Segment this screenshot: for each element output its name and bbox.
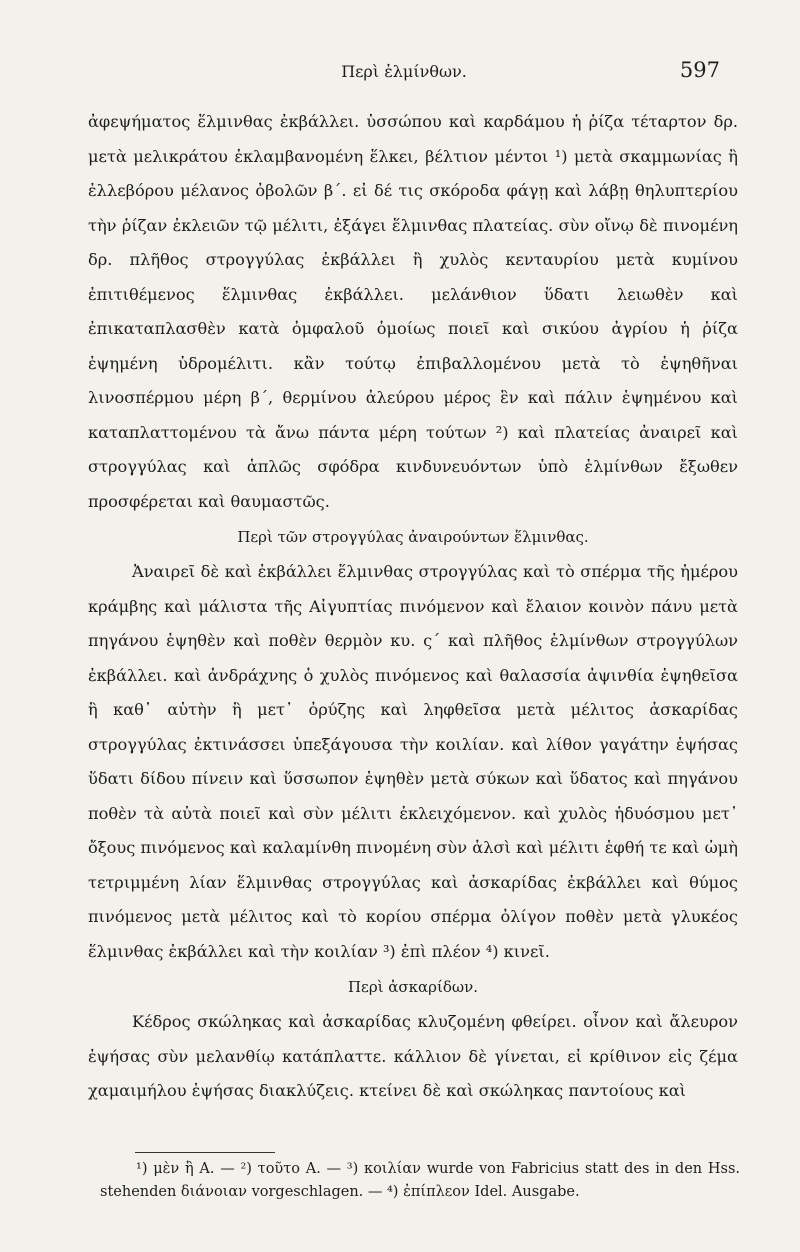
paragraph-round-worms: Ἀναιρεῖ δὲ καὶ ἐκβάλλει ἕλμινθας στρογγύλας καὶ τὸ σπέρμα τῆς ἡμέρου κράμβης καὶ μάλιστα τῆς Αἰγυπτίας πινόμενον καὶ ἔλαιον κοινὸν πάνυ μετὰ πηγάνου ἑψηθὲν καὶ ποθὲν θερμὸν κυ. ς΄ καὶ πλῆθος ἑλμίνθων στρογγύλων ἐκβάλλει. καὶ ἀνδράχνης ὁ χυλὸς πινόμενος καὶ θαλασσία ἀψινθία ἑψηθεῖσα ἢ καθ᾽ αὑτὴν ἢ μετ᾽ ὀρύζης καὶ ληφθεῖσα μετὰ μέλιτος ἀσκαρίδας στρογγύλας ἐκτινάσσει ὑπεξάγουσα τὴν κοιλίαν. καὶ λίθον γαγάτην ἑψήσας ὕδατι δίδου πίνειν καὶ ὕσσωπον ἑψηθὲν μετὰ σύκων καὶ ὕδατος καὶ πηγάνου ποθὲν τὰ αὐτὰ ποιεῖ καὶ σὺν μέλιτι ἐκλειχόμενον. καὶ χυλὸς ἡδυόσμου μετ᾽ ὄξους πινόμενος καὶ καλαμίνθη πινομένη σὺν ἁλσὶ καὶ μέλιτι ἑφθή τε καὶ ὠμὴ τετριμμένη λίαν ἕλμινθας στρογγύλας καὶ ἀσκαρίδας ἐκβάλλει καὶ θύμος πινόμενος μετὰ μέλιτος καὶ τὸ κορίου σπέρμα ὀλίγον ποθὲν μετὰ γλυκέος ἕλμινθας ἐκβάλλει καὶ τὴν κοιλίαν ³) ἐπὶ πλέον ⁴) κινεῖ.	[88, 562, 738, 961]
paragraph-ascarides: Κέδρος σκώληκας καὶ ἀσκαρίδας κλυζομένη φθείρει. οἶνον καὶ ἄλευρον ἑψήσας σὺν μελανθίῳ κατάπλαττε. κάλλιον δὲ γίνεται, εἰ κρίθινον εἰς ζέμα χαμαιμήλου ἑψήσας διακλύζεις. κτείνει δὲ καὶ σκώληκας παντοίους καὶ	[88, 1012, 738, 1100]
footnote-rule	[135, 1152, 275, 1153]
main-text	[88, 105, 738, 1109]
section-heading-ascarides: Περὶ ἀσκαρίδων.	[347, 978, 479, 996]
running-head	[88, 58, 720, 84]
paragraph-continuation: ἀφεψήματος ἕλμινθας ἐκβάλλει. ὑσσώπου καὶ καρδάμου ἡ ῥίζα τέταρτον δρ. μετὰ μελικράτου ἐκλαμβανομένη ἕλκει, βέλτιον μέντοι ¹) μετὰ σκαμμωνίας ἢ ἐλλεβόρου μέλανος ὀβολῶν β΄. εἰ δέ τις σκόροδα φάγῃ καὶ λάβῃ θηλυπτερίου τὴν ῥίζαν ἐκλειῶν τῷ μέλιτι, ἐξάγει ἕλμινθας πλατείας. σὺν οἴνῳ δὲ πινομένη δρ. πλῆθος στρογγύλας ἐκβάλλει ἢ χυλὸς κενταυρίου μετὰ κυμίνου ἐπιτιθέμενος ἕλμινθας ἐκβάλλει. μελάνθιον ὕδατι λειωθὲν καὶ ἐπικαταπλασθὲν κατὰ ὀμφαλοῦ ὁμοίως ποιεῖ καὶ σικύου ἀγρίου ἡ ῥίζα ἑψημένη ὑδρομέλιτι. κἂν τούτῳ ἐπιβαλλομένου μετὰ τὸ ἑψηθῆναι λινοσπέρμου μέρη β΄, θερμίνου ἀλεύρου μέρος ἓν καὶ πάλιν ἑψημένου καὶ καταπλαττομένου τὰ ἄνω πάντα μέρη τούτων ²) καὶ πλατείας ἀναιρεῖ καὶ στρογγύλας καὶ ἁπλῶς σφόδρα κινδυνευόντων ὑπὸ ἑλμίνθων ἔξωθεν προσφέρεται καὶ θαυμαστῶς.	[88, 112, 738, 511]
page-number: 597	[679, 58, 720, 82]
running-title: Περὶ ἑλμίνθων.	[341, 62, 467, 81]
section-heading-round-worms: Περὶ τῶν στρογγύλας ἀναιρούντων ἕλμινθας.	[237, 528, 589, 546]
footnotes: ¹) μὲν ἢ Α. — ²) τοῦτο Α. — ³) κοιλίαν wurde von Fabricius statt des in den Hss. stehenden διάνοιαν vorgeschlagen. — ⁴) ἐπίπλεον Idel. Ausgabe.	[100, 1161, 740, 1200]
